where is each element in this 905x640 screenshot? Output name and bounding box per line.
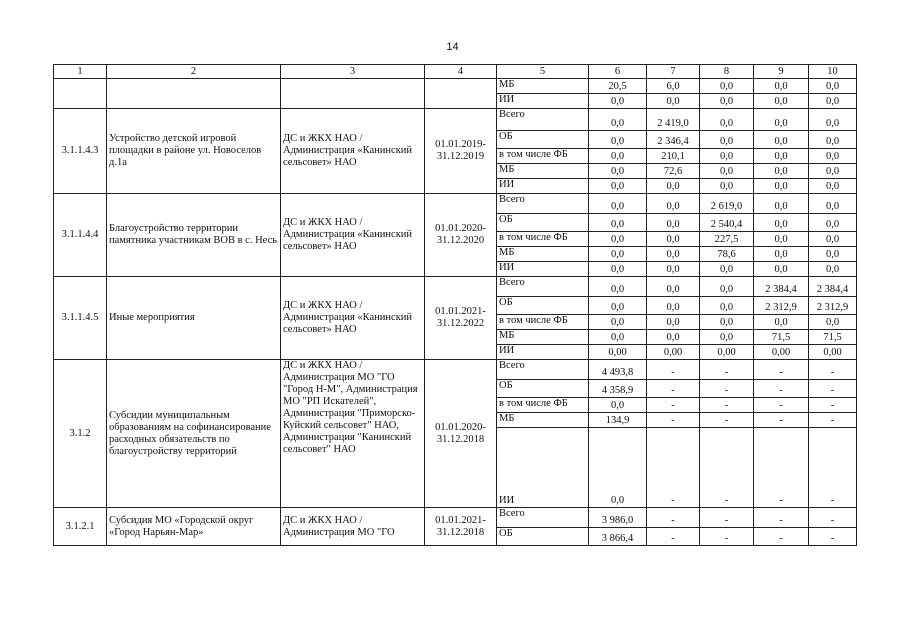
- value-cell: 0,0: [809, 194, 857, 214]
- row-type-label: ОБ: [497, 380, 589, 398]
- value-cell: -: [809, 398, 857, 413]
- value-cell: -: [700, 413, 754, 428]
- name-cell: Благоустройство территории памятника участникам ВОВ в с. Несь: [107, 194, 281, 277]
- header-cell: 9: [754, 65, 809, 79]
- value-cell: 227,5: [700, 232, 754, 247]
- value-cell: -: [647, 508, 700, 528]
- code-cell: 3.1.2.1: [54, 508, 107, 546]
- name-cell: Устройство детской игровой площадки в районе ул. Новоселов д.1а: [107, 109, 281, 194]
- row-type-label: ОБ: [497, 214, 589, 232]
- value-cell: 0,0: [700, 297, 754, 315]
- value-cell: -: [809, 413, 857, 428]
- header-cell: 10: [809, 65, 857, 79]
- value-cell: 2 312,9: [754, 297, 809, 315]
- row-type-label: ИИ: [497, 428, 589, 508]
- value-cell: 6,0: [647, 79, 700, 94]
- value-cell: 2 619,0: [700, 194, 754, 214]
- name-cell: Иные мероприятия: [107, 277, 281, 360]
- budget-table: [53, 64, 857, 546]
- value-cell: -: [809, 360, 857, 380]
- value-cell: -: [647, 398, 700, 413]
- value-cell: -: [754, 398, 809, 413]
- value-cell: -: [754, 508, 809, 528]
- value-cell: -: [809, 508, 857, 528]
- value-cell: 0,0: [809, 79, 857, 94]
- value-cell: 0,00: [647, 345, 700, 360]
- value-cell: 0,0: [809, 164, 857, 179]
- value-cell: 4 358,9: [589, 380, 647, 398]
- code-cell: 3.1.1.4.4: [54, 194, 107, 277]
- header-cell: 4: [425, 65, 497, 79]
- row-type-label: Всего: [497, 109, 589, 131]
- row-type-label: МБ: [497, 164, 589, 179]
- value-cell: 0,0: [809, 179, 857, 194]
- value-cell: 0,0: [647, 232, 700, 247]
- row-type-label: ИИ: [497, 94, 589, 109]
- value-cell: -: [700, 380, 754, 398]
- table-row: [54, 360, 857, 380]
- value-cell: 0,0: [809, 247, 857, 262]
- value-cell: 20,5: [589, 79, 647, 94]
- code-cell: [54, 79, 107, 109]
- value-cell: 0,0: [754, 262, 809, 277]
- value-cell: -: [754, 380, 809, 398]
- header-cell: 3: [281, 65, 425, 79]
- value-cell: 0,0: [754, 131, 809, 149]
- value-cell: 0,0: [700, 315, 754, 330]
- value-cell: 0,0: [700, 79, 754, 94]
- value-cell: -: [647, 380, 700, 398]
- value-cell: 0,0: [647, 277, 700, 297]
- value-cell: 0,0: [589, 277, 647, 297]
- row-type-label: Всего: [497, 360, 589, 380]
- period-cell: 01.01.2019-31.12.2019: [425, 109, 497, 194]
- executor-cell: [281, 79, 425, 109]
- period-cell: 01.01.2020-31.12.2020: [425, 194, 497, 277]
- header-cell: 7: [647, 65, 700, 79]
- name-cell: Субсидия МО «Городской округ «Город Нарьян-Мар»: [107, 508, 281, 546]
- value-cell: 0,0: [809, 214, 857, 232]
- value-cell: 2 384,4: [754, 277, 809, 297]
- period-cell: [425, 79, 497, 109]
- value-cell: 0,0: [647, 330, 700, 345]
- value-cell: 0,0: [754, 179, 809, 194]
- row-type-label: МБ: [497, 330, 589, 345]
- executor-cell: ДС и ЖКХ НАО / Администрация «Канинский сельсовет» НАО: [281, 109, 425, 194]
- table-row: [54, 508, 857, 528]
- table-row: [54, 79, 857, 94]
- value-cell: 0,0: [589, 94, 647, 109]
- value-cell: 0,0: [589, 232, 647, 247]
- value-cell: 0,0: [647, 179, 700, 194]
- value-cell: 0,0: [809, 131, 857, 149]
- row-type-label: ОБ: [497, 528, 589, 546]
- period-cell: 01.01.2021-31.12.2018: [425, 508, 497, 546]
- value-cell: 3 986,0: [589, 508, 647, 528]
- value-cell: 0,0: [589, 179, 647, 194]
- value-cell: -: [700, 360, 754, 380]
- value-cell: 0,0: [754, 79, 809, 94]
- header-cell: 2: [107, 65, 281, 79]
- value-cell: 2 419,0: [647, 109, 700, 131]
- value-cell: -: [700, 398, 754, 413]
- period-cell: 01.01.2020-31.12.2018: [425, 360, 497, 508]
- row-type-label: МБ: [497, 247, 589, 262]
- value-cell: -: [647, 360, 700, 380]
- value-cell: 2 312,9: [809, 297, 857, 315]
- row-type-label: в том числе ФБ: [497, 315, 589, 330]
- value-cell: 0,00: [754, 345, 809, 360]
- value-cell: 0,0: [754, 214, 809, 232]
- value-cell: 0,00: [700, 345, 754, 360]
- value-cell: 0,0: [647, 214, 700, 232]
- executor-cell: ДС и ЖКХ НАО / Администрация МО "ГО: [281, 508, 425, 546]
- executor-cell: ДС и ЖКХ НАО / Администрация «Канинский сельсовет» НАО: [281, 194, 425, 277]
- value-cell: 0,0: [700, 277, 754, 297]
- value-cell: 0,0: [647, 297, 700, 315]
- value-cell: 0,0: [589, 330, 647, 345]
- table-header-row: [54, 65, 857, 79]
- value-cell: 78,6: [700, 247, 754, 262]
- value-cell: 0,0: [809, 149, 857, 164]
- value-cell: 0,0: [647, 247, 700, 262]
- value-cell: 2 384,4: [809, 277, 857, 297]
- value-cell: -: [754, 528, 809, 546]
- value-cell: 0,0: [700, 149, 754, 164]
- row-type-label: ОБ: [497, 131, 589, 149]
- name-cell: Субсидии муниципальным образованиям на софинансирование расходных обязательств по благоустройству территорий: [107, 360, 281, 508]
- value-cell: 0,0: [647, 94, 700, 109]
- row-type-label: Всего: [497, 194, 589, 214]
- value-cell: 0,0: [700, 179, 754, 194]
- value-cell: 0,00: [809, 345, 857, 360]
- value-cell: -: [700, 528, 754, 546]
- row-type-label: в том числе ФБ: [497, 149, 589, 164]
- value-cell: 0,0: [589, 247, 647, 262]
- value-cell: 0,0: [589, 428, 647, 508]
- value-cell: 0,0: [589, 164, 647, 179]
- value-cell: 0,0: [700, 109, 754, 131]
- value-cell: 0,0: [647, 194, 700, 214]
- value-cell: 0,0: [700, 131, 754, 149]
- value-cell: 0,0: [754, 164, 809, 179]
- table-row: [54, 194, 857, 214]
- value-cell: 0,00: [589, 345, 647, 360]
- header-cell: 1: [54, 65, 107, 79]
- value-cell: -: [647, 428, 700, 508]
- value-cell: 0,0: [809, 109, 857, 131]
- value-cell: 4 493,8: [589, 360, 647, 380]
- name-cell: [107, 79, 281, 109]
- executor-cell: ДС и ЖКХ НАО / Администрация МО "ГО "Город Н-М", Администрация МО "РП Искателей", Администрация "Приморско-Куйский сельсовет" НАО, Администрация "Канинский сельсовет" НАО: [281, 360, 425, 508]
- value-cell: -: [754, 360, 809, 380]
- row-type-label: ИИ: [497, 179, 589, 194]
- value-cell: 0,0: [754, 149, 809, 164]
- value-cell: 2 346,4: [647, 131, 700, 149]
- value-cell: 0,0: [754, 247, 809, 262]
- value-cell: 71,5: [809, 330, 857, 345]
- value-cell: 72,6: [647, 164, 700, 179]
- value-cell: -: [754, 428, 809, 508]
- header-cell: 5: [497, 65, 589, 79]
- value-cell: 0,0: [589, 214, 647, 232]
- table-row: [54, 109, 857, 131]
- row-type-label: в том числе ФБ: [497, 398, 589, 413]
- row-type-label: ОБ: [497, 297, 589, 315]
- executor-cell: ДС и ЖКХ НАО / Администрация «Канинский сельсовет» НАО: [281, 277, 425, 360]
- value-cell: 0,0: [589, 149, 647, 164]
- value-cell: 0,0: [589, 262, 647, 277]
- value-cell: 0,0: [589, 109, 647, 131]
- row-type-label: МБ: [497, 79, 589, 94]
- row-type-label: МБ: [497, 413, 589, 428]
- value-cell: 0,0: [754, 94, 809, 109]
- value-cell: 0,0: [589, 315, 647, 330]
- value-cell: 0,0: [700, 330, 754, 345]
- value-cell: 0,0: [809, 94, 857, 109]
- value-cell: 0,0: [589, 194, 647, 214]
- table-row: [54, 277, 857, 297]
- row-type-label: ИИ: [497, 262, 589, 277]
- value-cell: -: [809, 380, 857, 398]
- code-cell: 3.1.2: [54, 360, 107, 508]
- value-cell: 0,0: [589, 297, 647, 315]
- value-cell: 0,0: [647, 262, 700, 277]
- row-type-label: в том числе ФБ: [497, 232, 589, 247]
- value-cell: 0,0: [809, 232, 857, 247]
- value-cell: 0,0: [754, 315, 809, 330]
- value-cell: 0,0: [700, 164, 754, 179]
- value-cell: 0,0: [754, 232, 809, 247]
- value-cell: 3 866,4: [589, 528, 647, 546]
- value-cell: 0,0: [700, 94, 754, 109]
- value-cell: 210,1: [647, 149, 700, 164]
- period-cell: 01.01.2021-31.12.2022: [425, 277, 497, 360]
- page-number: 14: [446, 41, 459, 53]
- value-cell: -: [809, 428, 857, 508]
- value-cell: 0,0: [809, 315, 857, 330]
- value-cell: 0,0: [647, 315, 700, 330]
- value-cell: 134,9: [589, 413, 647, 428]
- value-cell: -: [647, 528, 700, 546]
- value-cell: 71,5: [754, 330, 809, 345]
- value-cell: -: [809, 528, 857, 546]
- value-cell: -: [700, 428, 754, 508]
- value-cell: 0,0: [754, 194, 809, 214]
- row-type-label: ИИ: [497, 345, 589, 360]
- header-cell: 6: [589, 65, 647, 79]
- row-type-label: Всего: [497, 508, 589, 528]
- value-cell: 0,0: [809, 262, 857, 277]
- value-cell: 2 540,4: [700, 214, 754, 232]
- header-cell: 8: [700, 65, 754, 79]
- value-cell: 0,0: [754, 109, 809, 131]
- value-cell: -: [754, 413, 809, 428]
- row-type-label: Всего: [497, 277, 589, 297]
- value-cell: 0,0: [589, 131, 647, 149]
- value-cell: -: [700, 508, 754, 528]
- value-cell: -: [647, 413, 700, 428]
- value-cell: 0,0: [700, 262, 754, 277]
- code-cell: 3.1.1.4.3: [54, 109, 107, 194]
- code-cell: 3.1.1.4.5: [54, 277, 107, 360]
- value-cell: 0,0: [589, 398, 647, 413]
